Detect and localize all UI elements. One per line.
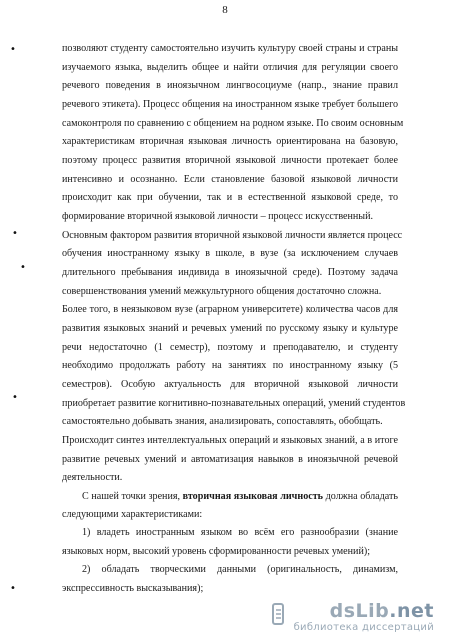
text-line: речевого этикета). Процесс общения на иностранном языке требует большего xyxy=(62,99,398,110)
margin-mark: • xyxy=(12,228,18,239)
text-line: обучения иностранному языку в школе, в вузе (за исключением случаев xyxy=(62,248,398,259)
watermark-subtitle: библиотека диссертаций xyxy=(293,622,434,633)
list-item: 1) владеть иностранным языком во всём его разнообразии (знание xyxy=(82,527,398,538)
list-item-continuation: языковых норм, высокий уровень сформированности речевых умений); xyxy=(62,546,371,557)
margin-mark: • xyxy=(20,262,26,273)
text-line: характеристикам вторичная языковая личность ориентирована на базовую, xyxy=(62,136,398,147)
watermark-logo xyxy=(330,600,434,622)
text-line: развития языковых знаний и речевых умений по русскому языку и культуре xyxy=(62,323,398,334)
text-line xyxy=(82,490,398,503)
page-number: 8 xyxy=(222,4,228,16)
text-span: должна обладать xyxy=(323,491,399,502)
watermark xyxy=(264,600,434,636)
text-line: самоконтроля по сравнению с общением на родном языке. По своим основным xyxy=(62,118,404,129)
margin-mark: • xyxy=(10,583,16,594)
text-line: приобретает развитие когнитивно-познавательных операций, умений студентов xyxy=(62,398,406,409)
dslib-logo-icon xyxy=(270,602,288,628)
text-line: происходит как при обучении, так и в естественной языковой среде, то xyxy=(62,192,398,203)
text-line: совершенствования умений межкультурного общения достаточно сложна. xyxy=(62,286,382,297)
text-line: позволяют студенту самостоятельно изучить культуру своей страны и страны xyxy=(62,43,398,54)
text-line: Основным фактором развития вторичной языковой личности является процесс xyxy=(62,230,403,241)
emphasis-term: вторичная языковая личность xyxy=(182,491,324,502)
text-line: Происходит синтез интеллектуальных операций и языковых знаний, а в итоге xyxy=(62,435,398,446)
text-line: Более того, в неязыковом вузе (аграрном университете) количества часов для xyxy=(62,304,398,315)
text-line: семестров). Особую актуальность для вторичной языковой личности xyxy=(62,379,398,390)
text-line: необходимо продолжать работу на занятиях по иностранному языку (5 xyxy=(62,360,398,371)
margin-mark: • xyxy=(12,392,18,403)
watermark-logo-tld: .net xyxy=(389,600,434,622)
margin-mark: • xyxy=(10,44,16,55)
text-line: формирование вторичной языковой личности – процесс искусственный. xyxy=(62,211,374,222)
text-line: самостоятельно добывать знания, анализировать, сопоставлять, обобщать. xyxy=(62,416,383,427)
text-line: интенсивно и осознанно. Если становление базовой языковой личности xyxy=(62,174,398,185)
text-line: речевого поведения в иноязычном лингвосоциуме (напр., знание правил xyxy=(62,80,398,91)
text-line: речи недостаточно (1 семестр), поэтому и преподавателю, и студенту xyxy=(62,342,398,353)
text-line: поэтому процесс развития вторичной языковой личности протекает более xyxy=(62,155,398,166)
list-item-continuation: экспрессивность высказывания); xyxy=(62,583,204,594)
text-span: С нашей точки зрения, xyxy=(82,491,183,502)
text-line: следующими характеристиками: xyxy=(62,509,203,520)
list-item: 2) обладать творческими данными (оригинальность, динамизм, xyxy=(82,564,398,575)
text-line: изучаемого языка, выделить общее и найти отличия для регуляции своего xyxy=(62,62,398,73)
watermark-logo-main: dsLib xyxy=(329,600,390,622)
text-line: деятельности. xyxy=(62,472,123,483)
text-line: развитие речевых умений и автоматизация навыков в иноязычной речевой xyxy=(62,454,398,465)
text-line: длительного пребывания индивида в иноязычной среде). Поэтому задача xyxy=(62,267,398,278)
